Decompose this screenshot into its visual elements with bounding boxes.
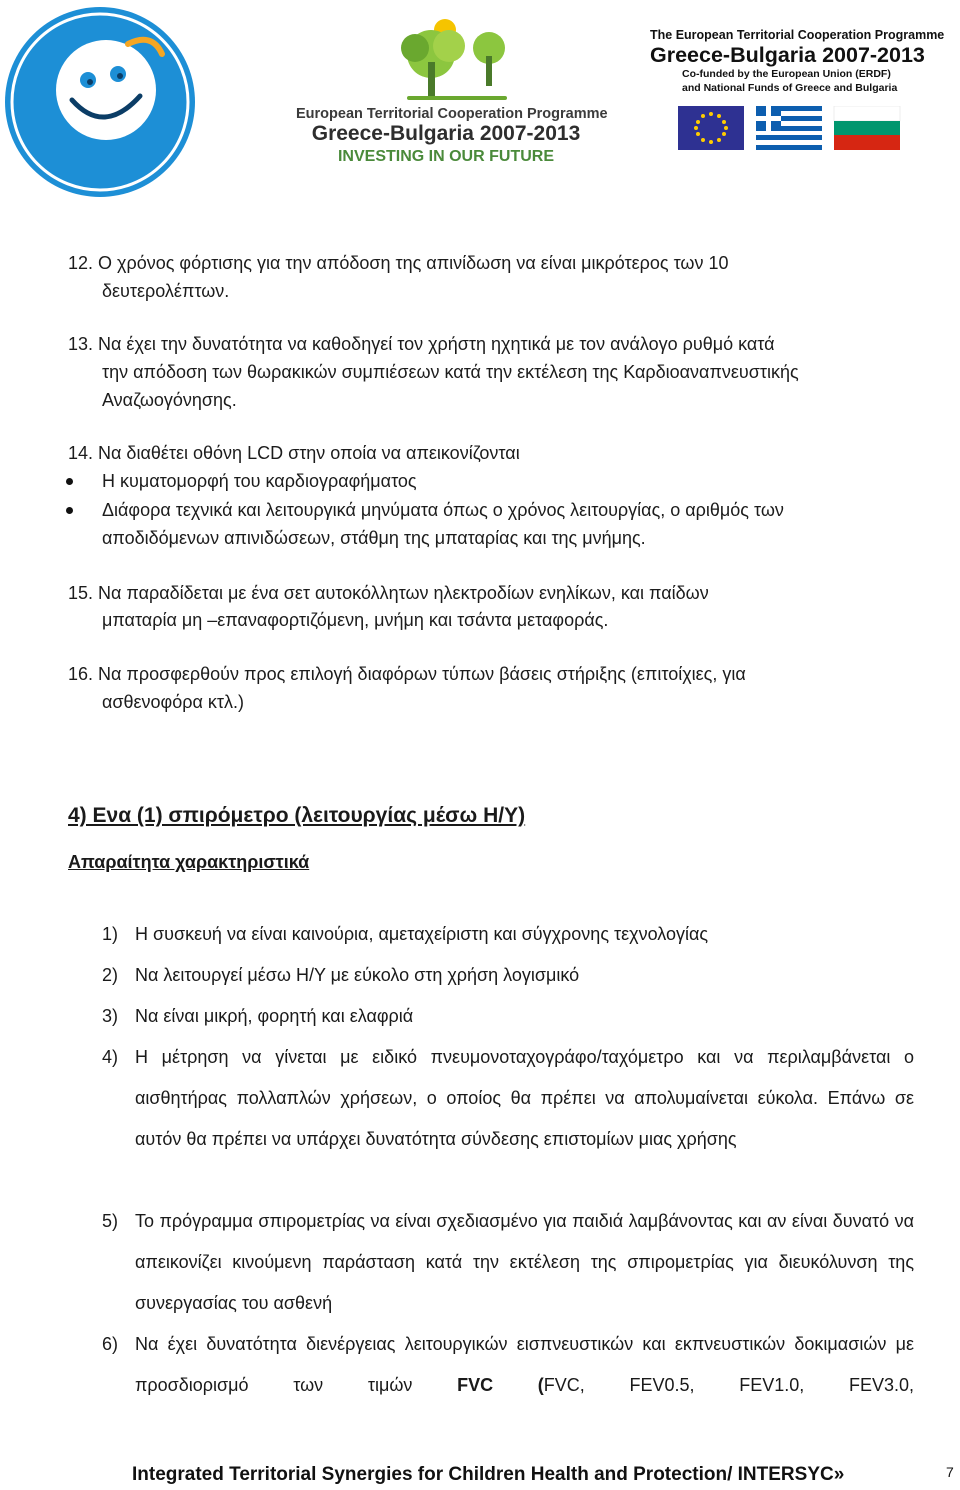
requirement-text: Να λειτουργεί μέσω Η/Υ με εύκολο στη χρήση λογισμικό [135, 965, 580, 985]
requirement-text: Η μέτρηση να γίνεται με ειδικό πνευμονοταχογράφο/ταχόμετρο και να περιλαμβάνεται ο αισθητήρας πολλαπλών χρήσεων, ο οποίος θα πρέπει να απολυμαίνεται εύκολα. Επάνω σε αυτόν θα πρέπει να υπάρχει δυνατότητα σύνδεσης επιστομίων μιας χρήσης [135, 1047, 914, 1149]
requirement-number: 4) [102, 1047, 119, 1067]
item-13-line3: Αναζωογόνησης. [102, 390, 237, 410]
requirement-number: 2) [102, 965, 119, 985]
requirement-text [135, 1324, 914, 1406]
item-13-line1: 13. Να έχει την δυνατότητα να καθοδηγεί τον χρήστη ηχητικά με τον ανάλογο ρυθμό κατά [68, 334, 775, 354]
item-15-line2: μπαταρία μη –επαναφορτιζόμενη, μνήμη και τσάντα μεταφοράς. [102, 610, 609, 630]
eu-flag-icon [678, 106, 744, 150]
item-14-line1: 14. Να διαθέτει οθόνη LCD στην οποία να απεικονίζονται [68, 443, 520, 463]
item-14-bullet1: Η κυματομορφή του καρδιογραφήματος [102, 471, 417, 491]
bulgaria-flag-icon [834, 106, 900, 150]
item-14-bullet2-line1: Διάφορα τεχνικά και λειτουργικά μηνύματα όπως ο χρόνος λειτουργίας, ο αριθμός των [102, 500, 784, 520]
item-13-line2: την απόδοση των θωρακικών συμπιέσεων κατά την εκτέλεση της Καρδιοαναπνευστικής [102, 362, 799, 382]
requirement-text: Η συσκευή να είναι καινούρια, αμεταχείριστη και σύγχρονης τεχνολογίας [135, 924, 709, 944]
etcp-programme-label: European Territorial Cooperation Programme [296, 106, 608, 122]
requirement-number: 6) [102, 1334, 119, 1354]
trees-icon [371, 10, 521, 102]
cofunding-block [650, 28, 945, 95]
cofunding-eu-label: Co-funded by the European Union (ERDF) [682, 68, 891, 80]
etcp-slogan: INVESTING IN OUR FUTURE [337, 148, 554, 165]
item-14-bullet2-line2: αποδιδόμενων απινιδώσεων, στάθμη της μπαταρίας και της μνήμης. [102, 528, 646, 548]
item-15-line1: 15. Να παραδίδεται με ένα σετ αυτοκόλλητων ηλεκτροδίων ενηλίκων, και παίδων [68, 583, 709, 603]
requirement-text-part: FVC, FEV0.5, FEV1.0, FEV3.0, [543, 1375, 914, 1395]
etcp-logo [296, 10, 608, 182]
smile-logo-graphic [2, 4, 198, 200]
cofunding-programme-label: The European Territorial Cooperation Programme [650, 28, 945, 42]
requirement-text: Να είναι μικρή, φορητή και ελαφριά [135, 1006, 414, 1026]
item-16-line2: ασθενοφόρα κτλ.) [102, 692, 244, 712]
item-12-line2: δευτερολέπτων. [102, 281, 230, 301]
requirement-number: 1) [102, 924, 119, 944]
requirement-text: Το πρόγραμμα σπιρομετρίας να είναι σχεδιασμένο για παιδιά λαμβάνοντας και αν είναι δυνατό να απεικονίζει κινούμενη παράσταση κατά την εκτέλεση της σπιρομετρίας για διευκόλυνση της συνεργασίας του ασθενή [135, 1211, 914, 1313]
page-footer: Integrated Territorial Synergies for Children Health and Protection/ INTERSYC» [132, 1464, 845, 1485]
cofunding-national-label: and National Funds of Greece and Bulgaria [682, 82, 898, 94]
greece-flag-icon [756, 106, 822, 150]
bullet-icon [66, 507, 73, 514]
cofunding-region-label: Greece-Bulgaria 2007-2013 [650, 43, 925, 67]
smile-of-the-child-logo [2, 4, 198, 200]
item-12-line1: 12. Ο χρόνος φόρτισης για την απόδοση της απινίδωση να είναι μικρότερος των 10 [68, 253, 729, 273]
requirement-text-part: Να έχει δυνατότητα διενέργειας λειτουργικών εισπνευστικών και εκπνευστικών δοκιμασιών με προσδιορισμό των τιμών [135, 1334, 914, 1395]
item-16-line1: 16. Να προσφερθούν προς επιλογή διαφόρων τύπων βάσεις στήριξης (επιτοίχιες, για [68, 664, 746, 684]
etcp-region-label: Greece-Bulgaria 2007-2013 [311, 122, 581, 145]
requirement-number: 3) [102, 1006, 119, 1026]
flags-row [678, 106, 908, 152]
section-title: 4) Ενα (1) σπιρόμετρο (λειτουργίας μέσω Η/Υ) [68, 804, 526, 827]
requirement-text-bold: FVC ( [457, 1375, 544, 1395]
section-subtitle: Απαραίτητα χαρακτηριστικά [68, 852, 310, 872]
requirement-number: 5) [102, 1211, 119, 1231]
page-number: 7 [946, 1464, 954, 1480]
bullet-icon [66, 478, 73, 485]
